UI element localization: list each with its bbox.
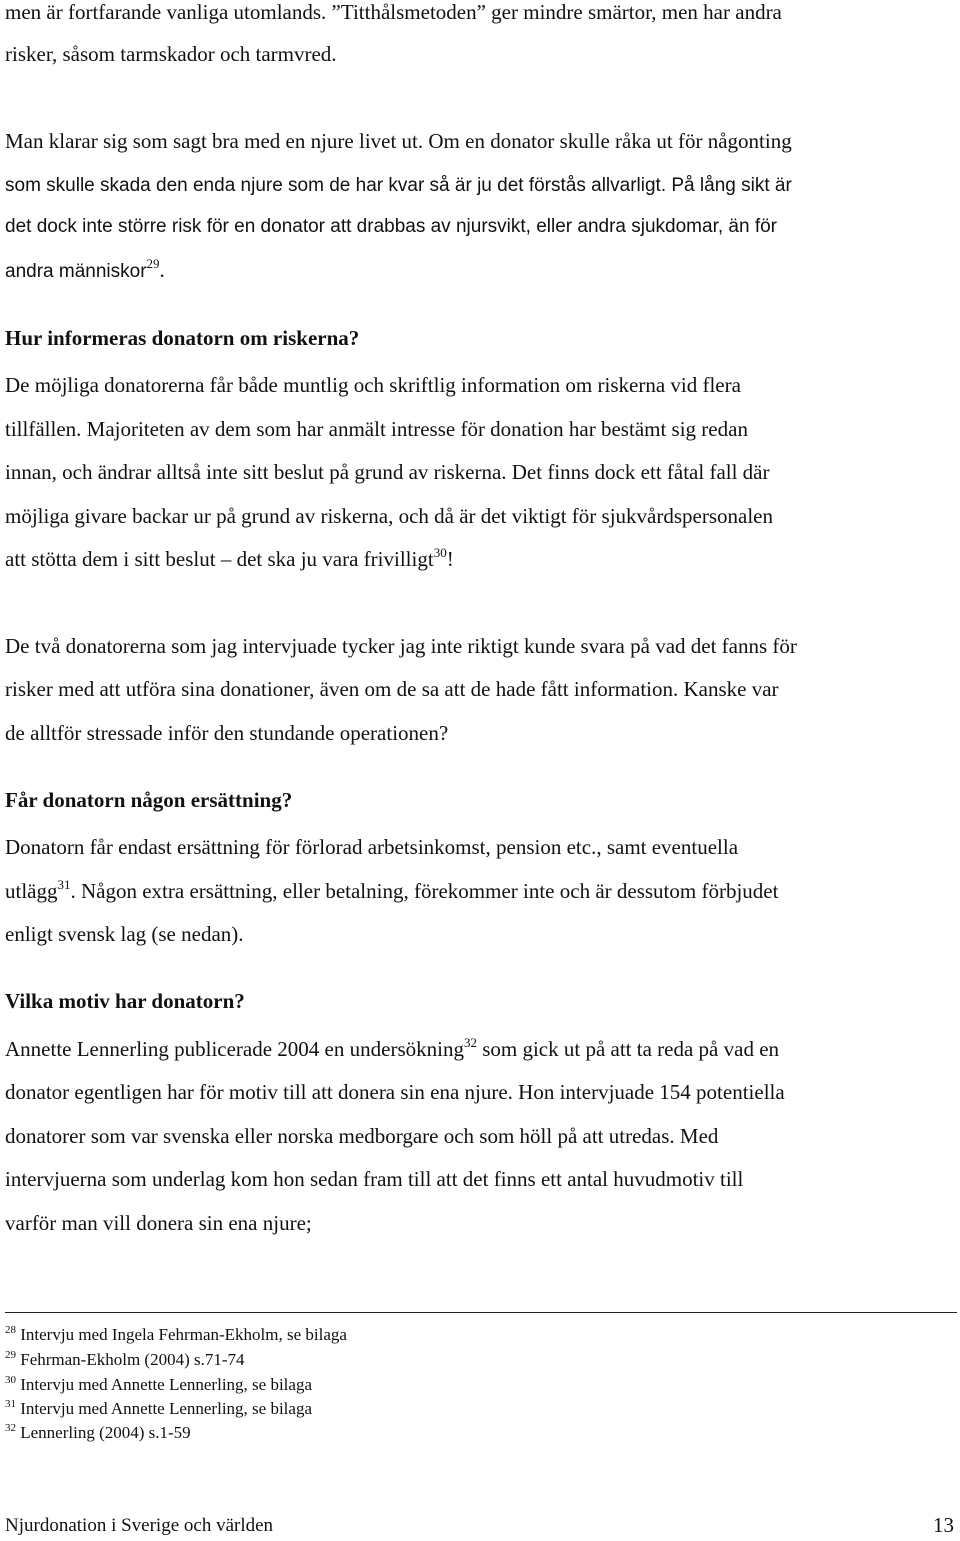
footnote xyxy=(5,1423,191,1443)
footnote-text: Intervju med Ingela Fehrman-Ekholm, se bilaga xyxy=(20,1325,347,1344)
section-heading: Får donatorn någon ersättning? xyxy=(5,788,293,812)
body-line: risker, såsom tarmskador och tarmvred. xyxy=(5,42,337,66)
body-line: donatorer som var svenska eller norska medborgare och som höll på att utredas. Med xyxy=(5,1124,719,1148)
body-text-sans: andra människor xyxy=(5,261,147,282)
body-line: Man klarar sig som sagt bra med en njure livet ut. Om en donator skulle råka ut för någonting xyxy=(5,129,792,153)
body-text: att stötta dem i sitt beslut – det ska ju vara frivilligt xyxy=(5,547,434,571)
footnote-text: Intervju med Annette Lennerling, se bilaga xyxy=(20,1375,312,1394)
footnote-ref: 29 xyxy=(146,256,160,271)
body-line xyxy=(5,258,165,284)
body-line xyxy=(5,547,454,571)
body-text: ! xyxy=(446,547,454,571)
body-text: utlägg xyxy=(5,879,58,903)
page-number: 13 xyxy=(933,1513,954,1537)
footnote-number: 31 xyxy=(5,1398,16,1410)
footnote xyxy=(5,1350,245,1370)
footnote xyxy=(5,1325,347,1345)
footnote-text: Fehrman-Ekholm (2004) s.71-74 xyxy=(20,1350,245,1369)
body-line: möjliga givare backar ur på grund av riskerna, och då är det viktigt för sjukvårdspersonalen xyxy=(5,504,773,528)
footnote-ref: 32 xyxy=(463,1035,477,1050)
footnote-number: 30 xyxy=(5,1374,16,1386)
footnote-number: 32 xyxy=(5,1422,16,1434)
body-line: men är fortfarande vanliga utomlands. ”Titthålsmetoden” ger mindre smärtor, men har andra xyxy=(5,0,782,24)
section-heading: Vilka motiv har donatorn? xyxy=(5,989,245,1013)
footnote xyxy=(5,1375,312,1395)
body-text: . xyxy=(159,258,165,282)
body-line: donator egentligen har för motiv till att donera sin ena njure. Hon intervjuade 154 potentiella xyxy=(5,1080,785,1104)
footnote-text: Lennerling (2004) s.1-59 xyxy=(20,1423,191,1442)
body-line: det dock inte större risk för en donator att drabbas av njursvikt, eller andra sjukdomar, än för xyxy=(5,216,777,237)
body-line: enligt svensk lag (se nedan). xyxy=(5,922,244,946)
body-text-sans: På lång sikt är xyxy=(666,175,792,196)
footnote-number: 28 xyxy=(5,1324,16,1336)
footnote-ref: 30 xyxy=(433,545,447,560)
body-text: som gick ut på att ta reda på vad en xyxy=(476,1037,780,1061)
body-line xyxy=(5,879,778,903)
footnote-separator xyxy=(5,1312,957,1313)
section-heading: Hur informeras donatorn om riskerna? xyxy=(5,326,360,350)
body-line: varför man vill donera sin ena njure; xyxy=(5,1211,312,1235)
footnote xyxy=(5,1399,312,1419)
footnote-text: Intervju med Annette Lennerling, se bilaga xyxy=(20,1399,312,1418)
body-line: innan, och ändrar alltså inte sitt beslut på grund av riskerna. Det finns dock ett fåtal fall där xyxy=(5,460,770,484)
body-line: tillfällen. Majoriteten av dem som har anmält intresse för donation har bestämt sig redan xyxy=(5,417,748,441)
body-text-sans: som skulle skada den enda njure som de har kvar så är ju det förstås allvarligt. xyxy=(5,175,667,196)
body-text: Annette Lennerling publicerade 2004 en undersökning xyxy=(5,1037,464,1061)
body-line: de alltför stressade inför den stundande operationen? xyxy=(5,721,449,745)
body-line xyxy=(5,1037,779,1061)
body-line: intervjuerna som underlag kom hon sedan fram till att det finns ett antal huvudmotiv till xyxy=(5,1167,744,1191)
body-line: De möjliga donatorerna får både muntlig och skriftlig information om riskerna vid flera xyxy=(5,373,741,397)
body-line: risker med att utföra sina donationer, även om de sa att de hade fått information. Kanske var xyxy=(5,677,779,701)
running-footer-title: Njurdonation i Sverige och världen xyxy=(5,1515,274,1536)
body-line: Donatorn får endast ersättning för förlorad arbetsinkomst, pension etc., samt eventuella xyxy=(5,835,739,859)
body-text: . Någon extra ersättning, eller betalning, förekommer inte och är dessutom förbjudet xyxy=(70,879,779,903)
footnote-number: 29 xyxy=(5,1349,16,1361)
footnote-ref: 31 xyxy=(57,877,71,892)
body-line xyxy=(5,172,792,198)
body-line: De två donatorerna som jag intervjuade tycker jag inte riktigt kunde svara på vad det fanns för xyxy=(5,634,797,658)
